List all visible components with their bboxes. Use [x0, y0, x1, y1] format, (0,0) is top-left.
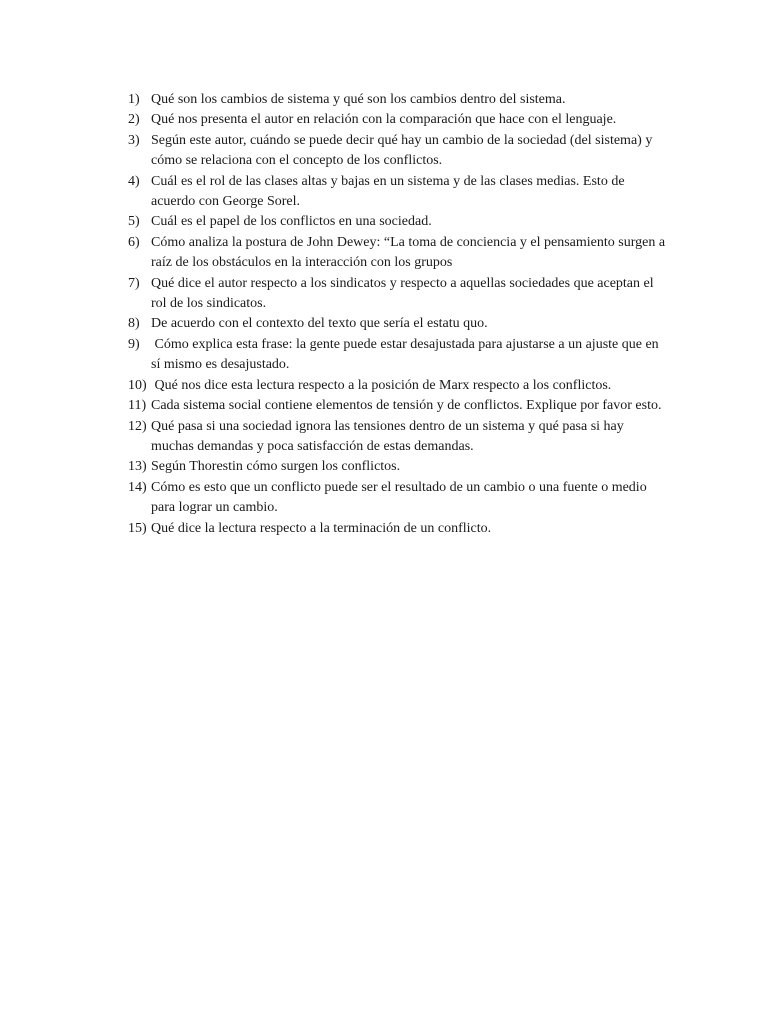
- question-number: 2): [128, 112, 140, 128]
- question-number: 15): [128, 520, 147, 536]
- question-text: Qué nos dice esta lectura respecto a la posición de Marx respecto a los conflictos.: [151, 377, 612, 393]
- question-item: [128, 172, 668, 213]
- question-text: Cada sistema social contiene elementos de tensión y de conflictos. Explique por favor esto.: [151, 398, 662, 414]
- question-text: Qué nos presenta el autor en relación con la comparación que hace con el lenguaje.: [151, 112, 617, 128]
- question-number: 4): [128, 173, 140, 189]
- question-item: [128, 335, 668, 376]
- question-text: Cuál es el papel de los conflictos en una sociedad.: [151, 214, 432, 230]
- question-text: Cómo es esto que un conflicto puede ser el resultado de un cambio o una fuente o medio para lograr un cambio.: [151, 479, 651, 516]
- question-item: [128, 233, 668, 274]
- question-text: Según este autor, cuándo se puede decir qué hay un cambio de la sociedad (del sistema) y cómo se relaciona con el concepto de los conflictos.: [151, 132, 656, 169]
- question-number: 6): [128, 234, 140, 250]
- question-item: [128, 274, 668, 315]
- question-number: 12): [128, 418, 147, 434]
- question-number: 14): [128, 479, 147, 495]
- question-list: [128, 90, 668, 539]
- question-number: 7): [128, 275, 140, 291]
- question-number: 5): [128, 214, 140, 230]
- question-item: [128, 110, 668, 130]
- question-text: De acuerdo con el contexto del texto que sería el estatu quo.: [151, 316, 488, 332]
- question-item: [128, 396, 668, 416]
- question-number: 8): [128, 316, 140, 332]
- question-item: [128, 90, 668, 110]
- question-number: 3): [128, 132, 140, 148]
- question-item: [128, 131, 668, 172]
- question-text: Cuál es el rol de las clases altas y bajas en un sistema y de las clases medias. Esto de acuerdo con George Sorel.: [151, 173, 629, 210]
- question-item: [128, 417, 668, 458]
- question-text: Qué dice la lectura respecto a la terminación de un conflicto.: [151, 520, 492, 536]
- question-item: [128, 457, 668, 477]
- question-text: Qué son los cambios de sistema y qué son los cambios dentro del sistema.: [151, 92, 566, 107]
- question-item: [128, 519, 668, 539]
- question-number: 13): [128, 459, 147, 475]
- question-item: [128, 314, 668, 334]
- question-number: 10): [128, 377, 147, 393]
- question-number: 1): [128, 92, 140, 107]
- question-item: [128, 478, 668, 519]
- question-text: Qué dice el autor respecto a los sindicatos y respecto a aquellas sociedades que aceptan el rol de los sindicatos.: [151, 275, 658, 312]
- question-text: Cómo analiza la postura de John Dewey: “La toma de conciencia y el pensamiento surgen a raíz de los obstáculos en la interacción con los grupos: [151, 234, 669, 271]
- question-item: [128, 212, 668, 232]
- question-text: Según Thorestin cómo surgen los conflictos.: [151, 459, 401, 475]
- question-text: Cómo explica esta frase: la gente puede estar desajustada para ajustarse a un ajuste que en sí mismo es desajustado.: [151, 336, 663, 373]
- question-item: [128, 376, 668, 396]
- question-number: 11): [128, 398, 147, 414]
- question-number: 9): [128, 336, 140, 352]
- question-text: Qué pasa si una sociedad ignora las tensiones dentro de un sistema y qué pasa si hay muchas demandas y poca satisfacción de estas demandas.: [151, 418, 628, 454]
